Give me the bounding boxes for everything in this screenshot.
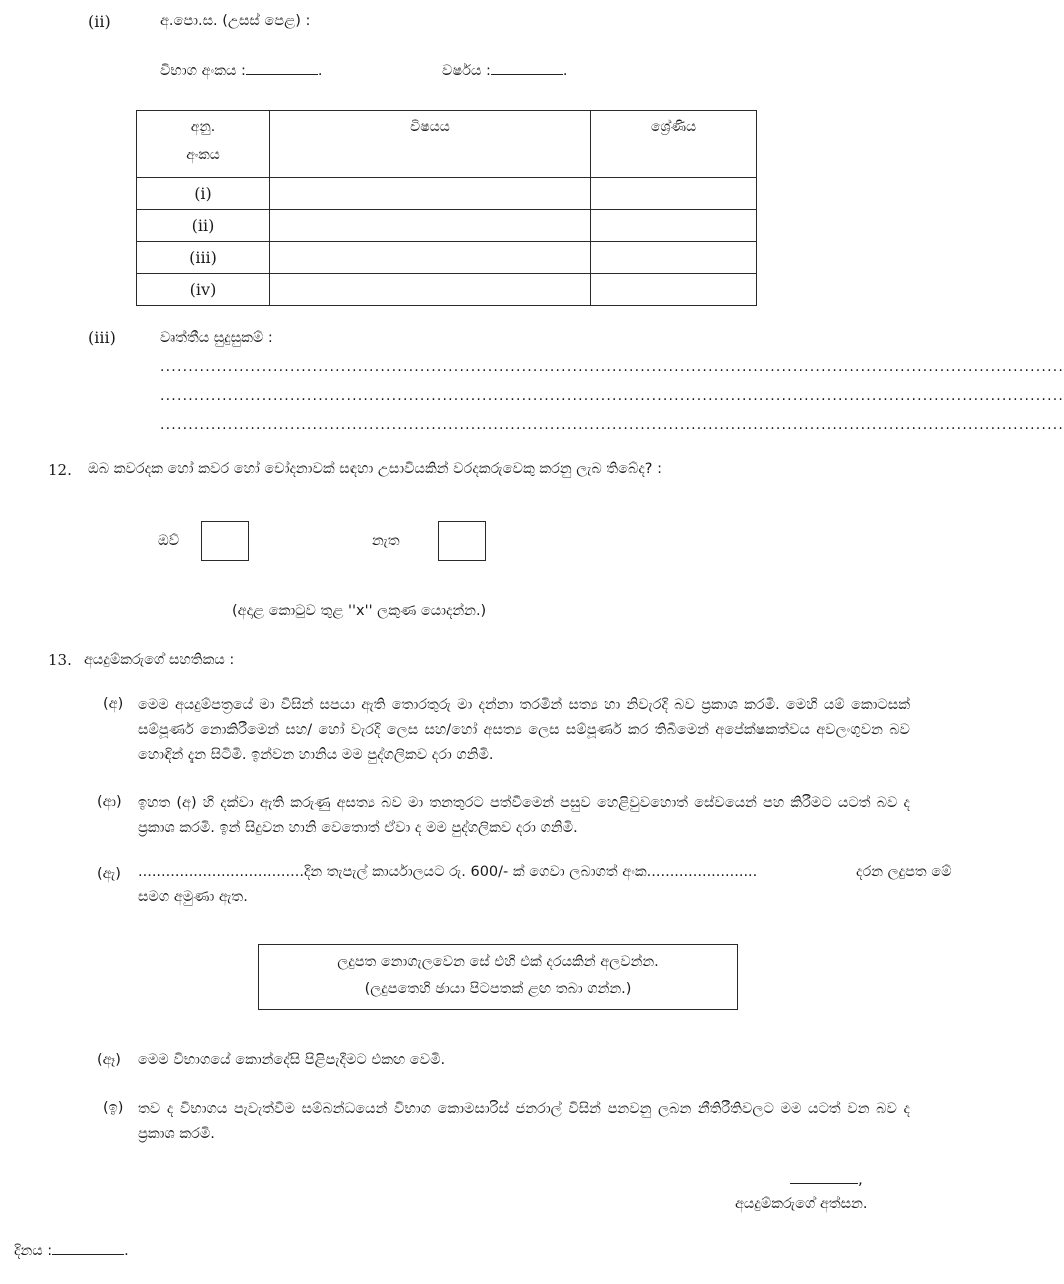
section-ii-label: (ii) bbox=[88, 12, 111, 31]
box-line1: ලදුපත නොගැලවෙන සේ එහි එක් දරයකින් අලවන්න. bbox=[337, 954, 659, 970]
header-subject: විෂයය bbox=[270, 111, 591, 178]
row-number: (ii) bbox=[137, 210, 270, 242]
year-blank[interactable] bbox=[491, 74, 563, 75]
clause-e-label: (ඉ) bbox=[103, 1100, 124, 1116]
q12-question: ඔබ කවරදක හෝ කවර හෝ චෝදනාවක් සඳහා උසාවියකින් වරදකරුවෙකු කරනු ලැබ තිබේද? : bbox=[88, 461, 662, 477]
clause-aee-label: (ඈ) bbox=[97, 1052, 121, 1068]
table-row bbox=[137, 242, 757, 274]
clause-e-text: තව ද විභාගය පැවැත්වීම සම්බන්ධයෙන් විභාග කොමසාරිස් ජනරාල් විසින් පනවනු ලබන නීතිරීතිවලට මම යටත් වන බව ද ප්‍රකාශ කරමි. bbox=[138, 1101, 910, 1142]
qualification-dotted-line[interactable]: ................................................................................................................................................................ bbox=[160, 388, 1064, 404]
qualification-dotted-line[interactable]: ................................................................................................................................................................ bbox=[160, 359, 1064, 375]
clause-a-label: (අ) bbox=[103, 696, 124, 712]
clause-ae-text3: සමග අමුණා ඇත. bbox=[138, 889, 248, 905]
index-number-field[interactable]: විභාග අංකය : . bbox=[160, 63, 323, 79]
date-label: දිනය : bbox=[14, 1243, 53, 1259]
q12-instruction: (අදාළ කොටුව තුළ ''x'' ලකුණ යොදන්න.) bbox=[232, 603, 487, 619]
signature-blank[interactable] bbox=[790, 1183, 858, 1184]
date-field[interactable]: දිනය : . bbox=[14, 1243, 129, 1259]
subject-cell[interactable] bbox=[270, 242, 591, 274]
table-row bbox=[137, 178, 757, 210]
row-number: (iv) bbox=[137, 274, 270, 306]
header-grade: ශ්‍රේණිය bbox=[591, 111, 757, 178]
yes-checkbox[interactable] bbox=[201, 521, 249, 561]
signature-field[interactable]: , bbox=[790, 1170, 863, 1188]
box-line2: (ලදුපතෙහි ඡායා පිටපතක් ළඟ තබා ගන්න.) bbox=[364, 981, 632, 997]
receipt-paste-box bbox=[258, 944, 738, 1010]
al-results-table bbox=[136, 110, 757, 306]
clause-aa-label: (ආ) bbox=[97, 794, 122, 810]
subject-cell[interactable] bbox=[270, 210, 591, 242]
clause-a-text: මෙම අයදුම්පත්‍රයේ මා විසින් සපයා ඇති තොරතුරු මා දන්නා තරමින් සත්‍ය හා නිවැරදි බව ප්‍රකාශ කරමි. මෙහි යම් කොටසක් සම්පූර්ණ නොකිරීමෙන් සහ/ හෝ වැරදි ලෙස සහ/හෝ අසත්‍ය ලෙස සම්පූර්ණ කර තිබීමෙන් අපේක්ෂකත්වය අවලංගුවන බව හොඳින් දැන සිටිමි. ඉන්වන හානිය මම පුද්ගලිකව දරා ගනිමි. bbox=[138, 697, 910, 763]
grade-cell[interactable] bbox=[591, 242, 757, 274]
q12-number: 12. bbox=[48, 461, 72, 479]
clause-ae-text2: දරන ලදුපත මේ bbox=[856, 864, 952, 880]
header-serial-number: අනු. අංකය bbox=[137, 111, 270, 178]
date-blank[interactable] bbox=[52, 1254, 124, 1255]
grade-cell[interactable] bbox=[591, 210, 757, 242]
grade-cell[interactable] bbox=[591, 178, 757, 210]
index-number-blank[interactable] bbox=[246, 74, 318, 75]
qualification-dotted-line[interactable]: ................................................................................................................................................................ bbox=[160, 417, 1064, 433]
clause-aee-text: මෙම විභාගයේ කොන්දේසි පිළිපැදීමට එකඟ වෙමි. bbox=[138, 1052, 446, 1068]
clause-ae-line1 bbox=[138, 864, 757, 880]
row-number: (iii) bbox=[137, 242, 270, 274]
clause-ae-label: (ඇ) bbox=[97, 866, 121, 882]
no-label: නැත bbox=[372, 533, 400, 549]
table-row bbox=[137, 210, 757, 242]
subject-cell[interactable] bbox=[270, 178, 591, 210]
clause-aa-text: ඉහත (අ) හි දක්වා ඇති කරුණු අසත්‍ය බව මා තනතුරට පත්වීමෙන් පසුව හෙළිවුවහොත් සේවයෙන් පහ කිරීමට යටත් බව ද ප්‍රකාශ කරමි. ඉන් සිදුවන හානි වෙතොත් ඒවා ද මම පුද්ගලිකව දරා ගනිමි. bbox=[138, 795, 910, 836]
section-iii-label: (iii) bbox=[88, 328, 116, 347]
year-label: වර්ෂය : bbox=[442, 63, 491, 79]
section-ii-title: අ.පො.ස. (උසස් පෙළ) : bbox=[160, 13, 311, 29]
table-header-row bbox=[137, 111, 757, 178]
index-number-label: විභාග අංකය : bbox=[160, 63, 246, 79]
row-number: (i) bbox=[137, 178, 270, 210]
table-row bbox=[137, 274, 757, 306]
receipt-date-blank[interactable]: .................................... bbox=[138, 864, 304, 880]
no-checkbox[interactable] bbox=[438, 521, 486, 561]
grade-cell[interactable] bbox=[591, 274, 757, 306]
signature-label: අයදුම්කරුගේ අත්සන. bbox=[735, 1196, 868, 1212]
year-field[interactable]: වර්ෂය : . bbox=[442, 63, 568, 79]
q13-title: අයදුම්කරුගේ සහතිකය : bbox=[84, 652, 235, 668]
yes-label: ඔව් bbox=[158, 533, 180, 549]
subject-cell[interactable] bbox=[270, 274, 591, 306]
q13-number: 13. bbox=[48, 651, 72, 669]
receipt-number-blank[interactable]: ........................ bbox=[646, 864, 758, 880]
section-iii-title: වෘත්තීය සුදුසුකම් : bbox=[160, 330, 273, 346]
clause-ae-text1: දින තැපැල් කාර්යාලයට රු. 600/- ක් ගෙවා ලබාගත් අංක bbox=[303, 864, 647, 880]
